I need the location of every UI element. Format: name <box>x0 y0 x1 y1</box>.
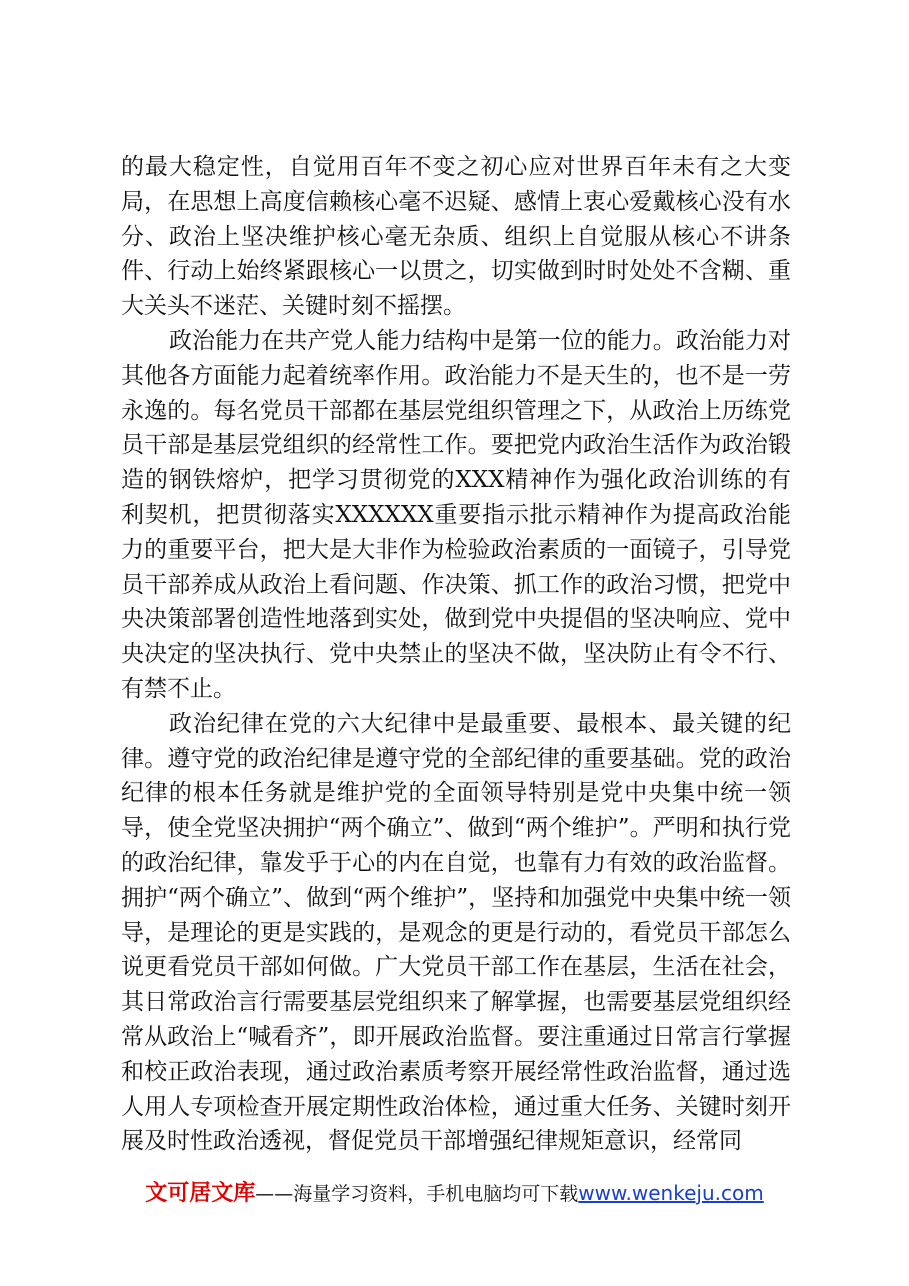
paragraph-2: 政治能力在共产党人能力结构中是第一位的能力。政治能力对其他各方面能力起着统率作用。政治能力不是天生的，也不是一劳永逸的。每名党员干部都在基层党组织管理之下，从政治上历练党员干部是基层党组织的经常性工作。要把党内政治生活作为政治锻造的钢铁熔炉，把学习贯彻党的XXX精神作为强化政治训练的有利契机，把贯彻落实XXXXXX重要指示批示精神作为提高政治能力的重要平台，把大是大非作为检验政治素质的一面镜子，引导党员干部养成从政治上看问题、作决策、抓工作的政治习惯，把党中央决策部署创造性地落到实处，做到党中央提倡的坚决响应、党中央决定的坚决执行、党中央禁止的坚决不做，坚决防止有令不行、有禁不止。 <box>121 327 791 702</box>
paragraph-1: 的最大稳定性，自觉用百年不变之初心应对世界百年未有之大变局，在思想上高度信赖核心毫不迟疑、感情上衷心爱戴核心没有水分、政治上坚决维护核心毫无杂质、组织上自觉服从核心不讲条件、行动上始终紧跟核心一以贯之，切实做到时时处处不含糊、重大关头不迷茫、关键时刻不摇摆。 <box>121 154 791 320</box>
footer-tagline: ——海量学习资料，手机电脑均可下载 <box>255 1183 579 1205</box>
footer-website-link[interactable]: www.wenkeju.com <box>578 1181 764 1205</box>
document-body <box>121 150 791 1159</box>
footer-banner <box>0 1176 909 1207</box>
footer-brand: 文可居文库 <box>145 1181 256 1206</box>
paragraph-3: 政治纪律在党的六大纪律中是最重要、最根本、最关键的纪律。遵守党的政治纪律是遵守党的全部纪律的重要基础。党的政治纪律的根本任务就是维护党的全面领导特别是党中央集中统一领导，使全党坚决拥护“两个确立”、做到“两个维护”。严明和执行党的政治纪律，靠发乎于心的内在自觉，也靠有力有效的政治监督。拥护“两个确立”、做到“两个维护”，坚持和加强党中央集中统一领导，是理论的更是实践的，是观念的更是行动的，看党员干部怎么说更看党员干部如何做。广大党员干部工作在基层，生活在社会，其日常政治言行需要基层党组织来了解掌握，也需要基层党组织经常从政治上“喊看齐”，即开展政治监督。要注重通过日常言行掌握和校正政治表现，通过政治素质考察开展经常性政治监督，通过选人用人专项检查开展定期性政治体检，通过重大任务、关键时刻开展及时性政治透视，督促党员干部增强纪律规矩意识，经常同 <box>121 710 791 1155</box>
